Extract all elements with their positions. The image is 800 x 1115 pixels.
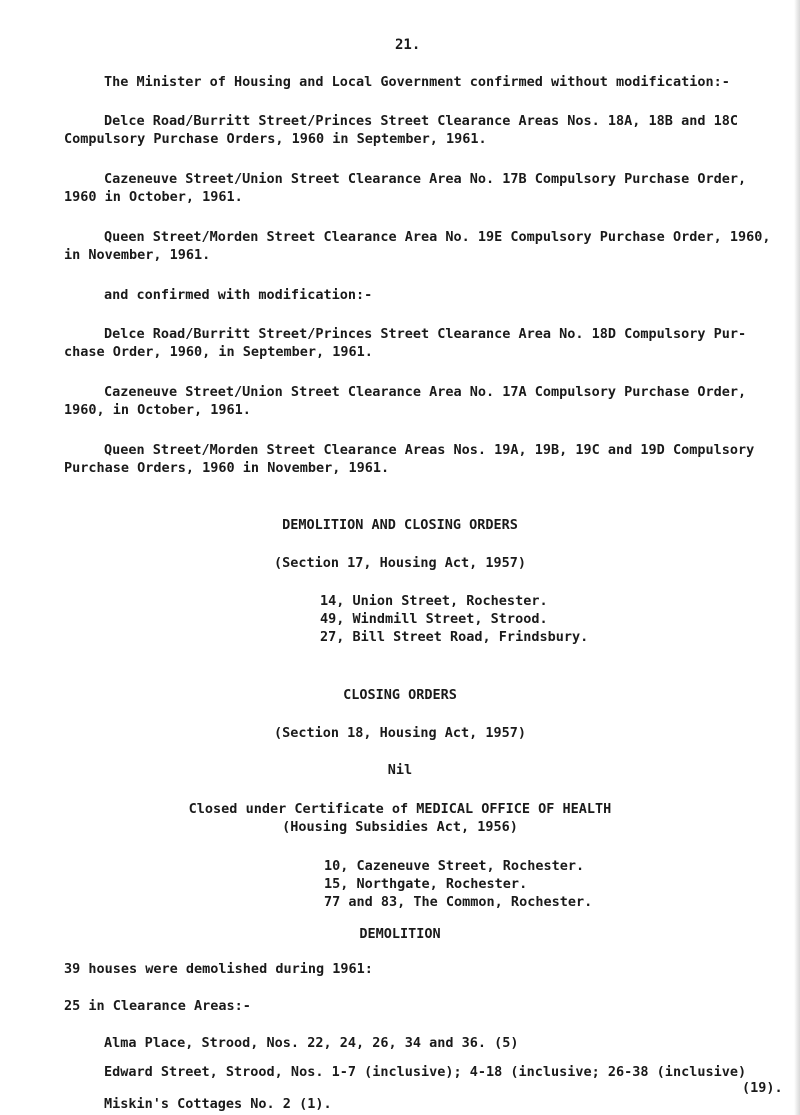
- paragraph-line: Delce Road/Burritt Street/Princes Street Clearance Areas Nos. 18A, 18B and 18C: [104, 113, 738, 129]
- confirmed-heading: The Minister of Housing and Local Government confirmed without modification:-: [104, 74, 730, 90]
- paragraph-line: 1960 in October, 1961.: [64, 189, 243, 205]
- demolished-address: Edward Street, Strood, Nos. 1-7 (inclusive); 4-18 (inclusive; 26-38 (inclusive): [104, 1064, 747, 1080]
- address-item: 10, Cazeneuve Street, Rochester.: [324, 858, 585, 874]
- paragraph-line: Purchase Orders, 1960 in November, 1961.: [64, 460, 390, 476]
- demolished-address: Alma Place, Strood, Nos. 22, 24, 26, 34 and 36. (5): [104, 1035, 519, 1051]
- paragraph-line: Cazeneuve Street/Union Street Clearance Area No. 17B Compulsory Purchase Order,: [104, 171, 747, 187]
- nil-value: Nil: [387, 762, 413, 778]
- paragraph-line: Queen Street/Morden Street Clearance Area No. 19E Compulsory Purchase Order, 1960,: [104, 229, 771, 245]
- modification-heading: and confirmed with modification:-: [104, 287, 373, 303]
- section-title: CLOSING ORDERS: [343, 687, 457, 703]
- clearance-heading: 25 in Clearance Areas:-: [64, 998, 251, 1014]
- paragraph-line: Compulsory Purchase Orders, 1960 in September, 1961.: [64, 131, 487, 147]
- demolition-summary: 39 houses were demolished during 1961:: [64, 961, 373, 977]
- demolished-address-continued: (19).: [742, 1080, 783, 1096]
- section-subtitle: (Housing Subsidies Act, 1956): [282, 819, 518, 835]
- address-item: 77 and 83, The Common, Rochester.: [324, 894, 593, 910]
- section-title: DEMOLITION AND CLOSING ORDERS: [282, 517, 518, 533]
- section-subtitle: (Section 18, Housing Act, 1957): [274, 725, 526, 741]
- paragraph-line: Delce Road/Burritt Street/Princes Street Clearance Area No. 18D Compulsory Pur-: [104, 326, 747, 342]
- address-item: 27, Bill Street Road, Frindsbury.: [320, 629, 589, 645]
- address-item: 14, Union Street, Rochester.: [320, 593, 548, 609]
- paragraph-line: Cazeneuve Street/Union Street Clearance Area No. 17A Compulsory Purchase Order,: [104, 384, 747, 400]
- paragraph-line: Queen Street/Morden Street Clearance Areas Nos. 19A, 19B, 19C and 19D Compulsory: [104, 442, 755, 458]
- demolished-address: Miskin's Cottages No. 2 (1).: [104, 1096, 332, 1112]
- paragraph-line: chase Order, 1960, in September, 1961.: [64, 344, 373, 360]
- address-item: 49, Windmill Street, Strood.: [320, 611, 548, 627]
- address-item: 15, Northgate, Rochester.: [324, 876, 528, 892]
- page-edge: [794, 0, 800, 1115]
- section-title: DEMOLITION: [359, 926, 441, 942]
- paragraph-line: 1960, in October, 1961.: [64, 402, 251, 418]
- section-title: Closed under Certificate of MEDICAL OFFICE OF HEALTH: [188, 801, 612, 817]
- section-subtitle: (Section 17, Housing Act, 1957): [274, 555, 526, 571]
- paragraph-line: in November, 1961.: [64, 247, 211, 263]
- page-number: 21.: [395, 37, 421, 53]
